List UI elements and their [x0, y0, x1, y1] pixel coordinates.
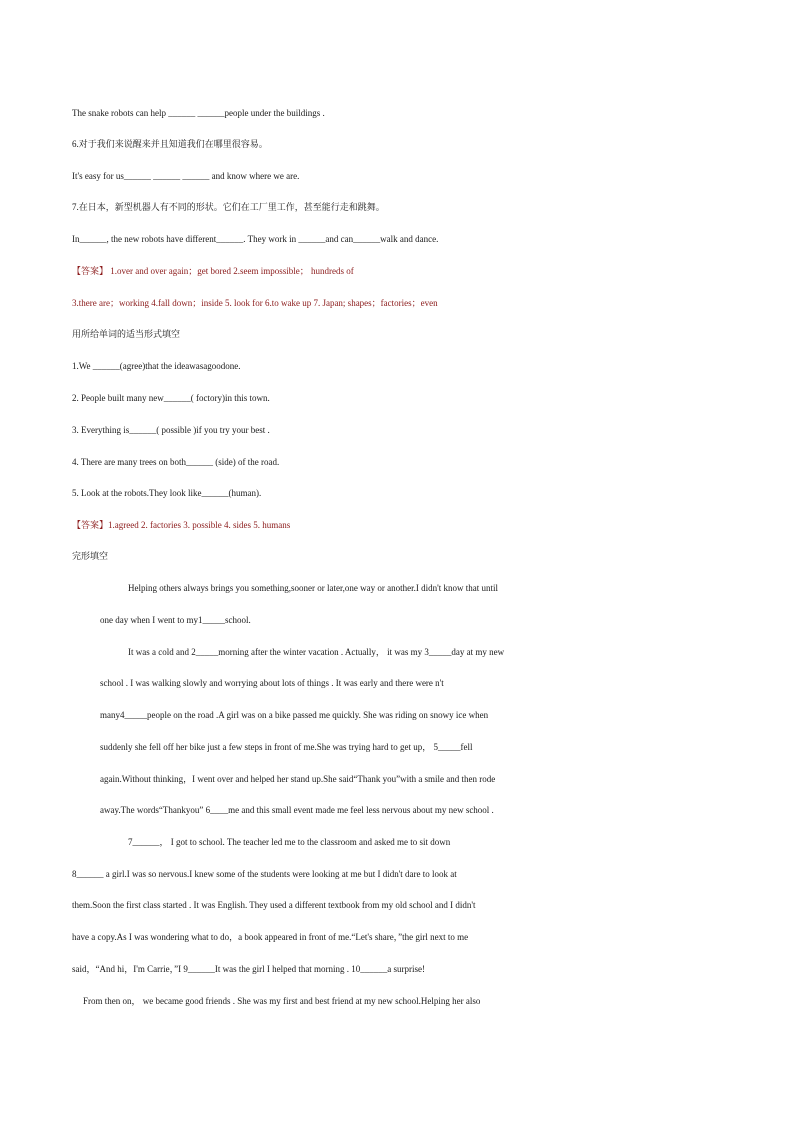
passage-line: said，“And hi，I'm Carrie，”I 9______It was the girl I helped that morning . 10______a surprise! — [72, 964, 426, 974]
exercise-item: 3. Everything is______( possible )if you try your best . — [72, 425, 270, 435]
passage-line: It was a cold and 2_____morning after the winter vacation . Actually， it was my 3_____day at my new — [128, 647, 505, 657]
text-line: In______, the new robots have different______. They work in ______and can______walk and dance. — [72, 234, 439, 244]
passage-line: have a copy.As I was wondering what to do，a book appeared in front of me.“Let's share，”the girl next to me — [72, 932, 469, 942]
exercise-item: 5. Look at the robots.They look like______(human). — [72, 488, 262, 498]
text-line: The snake robots can help ______ ______people under the buildings . — [72, 108, 325, 118]
passage-line: Helping others always brings you something,sooner or later,one way or another.I didn't know that until — [128, 583, 498, 593]
text-line: It's easy for us______ ______ ______ and know where we are. — [72, 171, 300, 181]
passage-line: one day when I went to my1_____school. — [100, 615, 251, 625]
section-heading: 用所给单词的适当形式填空 — [72, 329, 181, 339]
passage-line: From then on， we became good friends . She was my first and best friend at my new school.Helping her also — [83, 996, 481, 1006]
answer-key: 3.there are；working 4.fall down；inside 5. look for 6.to wake up 7. Japan; shapes；factories；even — [72, 298, 438, 308]
passage-line: away.The words“Thankyou” 6____me and this small event made me feel less nervous about my new school . — [100, 805, 494, 815]
passage-line: school . I was walking slowly and worrying about lots of things . It was early and there were n't — [100, 678, 444, 688]
chinese-prompt-7: 7.在日本，新型机器人有不同的形状。它们在工厂里工作，甚至能行走和跳舞。 — [72, 202, 385, 212]
exercise-item: 1.We ______(agree)that the ideawasagoodone. — [72, 361, 241, 371]
exercise-item: 4. There are many trees on both______ (side) of the road. — [72, 457, 280, 467]
chinese-prompt-6: 6.对于我们来说醒来并且知道我们在哪里很容易。 — [72, 139, 268, 149]
passage-line: them.Soon the first class started . It was English. They used a different textbook from my old school and I didn't — [72, 900, 476, 910]
passage-line: 7______， I got to school. The teacher led me to the classroom and asked me to sit down — [128, 837, 451, 847]
answer-key: 【答案】1.agreed 2. factories 3. possible 4. sides 5. humans — [72, 520, 291, 530]
section-heading: 完形填空 — [72, 551, 109, 561]
passage-line: suddenly she fell off her bike just a few steps in front of me.She was trying hard to get up， 5_____fell — [100, 742, 473, 752]
passage-line: 8______ a girl.I was so nervous.I knew some of the students were looking at me but I didn't dare to look at — [72, 869, 457, 879]
passage-line: again.Without thinking，I went over and helped her stand up.She said“Thank you”with a smile and then rode — [100, 774, 496, 784]
answer-key: 【答案】 1.over and over again；get bored 2.seem impossible； hundreds of — [72, 266, 354, 276]
exercise-item: 2. People built many new______( foctory)in this town. — [72, 393, 270, 403]
passage-line: many4_____people on the road .A girl was on a bike passed me quickly. She was riding on snowy ice when — [100, 710, 489, 720]
